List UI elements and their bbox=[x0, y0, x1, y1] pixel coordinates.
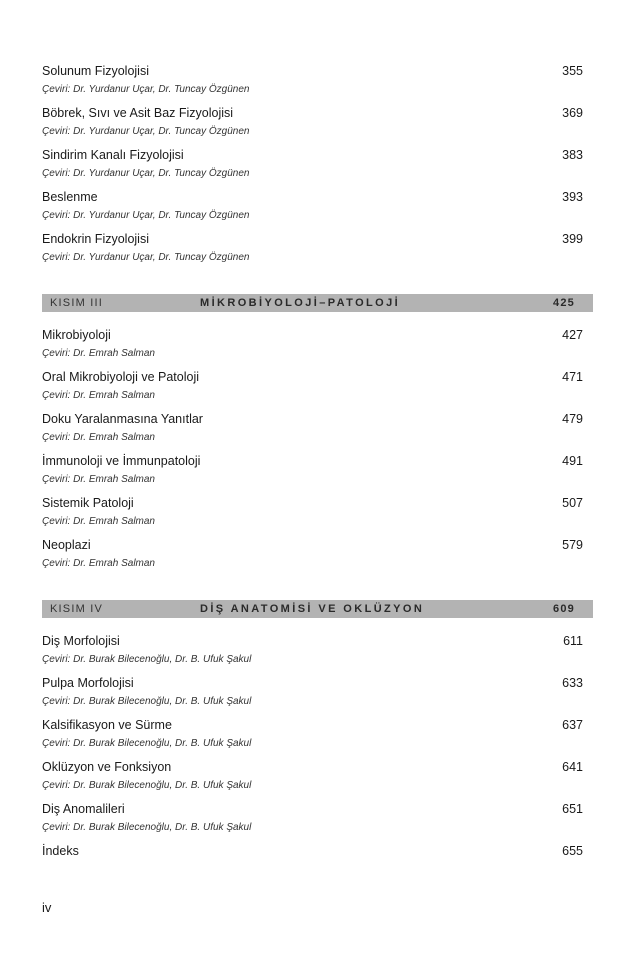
entry-title: İndeks bbox=[42, 844, 79, 858]
entry-title: Neoplazi bbox=[42, 538, 91, 552]
entry-page-number: 637 bbox=[562, 718, 583, 732]
entry-credit: Çeviri: Dr. Burak Bilecenoğlu, Dr. B. Ufuk Şakul bbox=[42, 696, 252, 707]
folio-page-number: iv bbox=[42, 900, 52, 915]
entry-title: Beslenme bbox=[42, 190, 98, 204]
entry-title: Diş Morfolojisi bbox=[42, 634, 120, 648]
part-label: KISIM III bbox=[50, 297, 103, 309]
entry-title: Sistemik Patoloji bbox=[42, 496, 134, 510]
toc-section bbox=[42, 294, 583, 578]
entry-credit: Çeviri: Dr. Burak Bilecenoğlu, Dr. B. Ufuk Şakul bbox=[42, 738, 252, 749]
toc-section bbox=[42, 62, 583, 272]
toc-entry[interactable] bbox=[42, 188, 583, 230]
entry-page-number: 633 bbox=[562, 676, 583, 690]
entry-credit: Çeviri: Dr. Yurdanur Uçar, Dr. Tuncay Özgünen bbox=[42, 84, 250, 95]
toc-entry[interactable] bbox=[42, 368, 583, 410]
toc-entry[interactable] bbox=[42, 842, 583, 884]
toc-entry[interactable] bbox=[42, 494, 583, 536]
entry-title: Oral Mikrobiyoloji ve Patoloji bbox=[42, 370, 200, 384]
entry-credit: Çeviri: Dr. Burak Bilecenoğlu, Dr. B. Ufuk Şakul bbox=[42, 822, 252, 833]
entry-page-number: 491 bbox=[562, 454, 583, 468]
entry-credit: Çeviri: Dr. Emrah Salman bbox=[42, 474, 155, 485]
entry-page-number: 579 bbox=[562, 538, 583, 552]
entry-title: Böbrek, Sıvı ve Asit Baz Fizyolojisi bbox=[42, 106, 234, 120]
entry-title: Endokrin Fizyolojisi bbox=[42, 232, 149, 246]
table-of-contents bbox=[42, 62, 583, 884]
entry-credit: Çeviri: Dr. Yurdanur Uçar, Dr. Tuncay Özgünen bbox=[42, 252, 250, 263]
entry-page-number: 611 bbox=[563, 634, 583, 648]
entry-title: Solunum Fizyolojisi bbox=[42, 64, 149, 78]
part-header[interactable] bbox=[42, 600, 593, 618]
toc-entry[interactable] bbox=[42, 632, 583, 674]
toc-entry[interactable] bbox=[42, 104, 583, 146]
entry-page-number: 355 bbox=[562, 64, 583, 78]
toc-entry[interactable] bbox=[42, 62, 583, 104]
entry-title: İmmunoloji ve İmmunpatoloji bbox=[42, 454, 201, 468]
entry-page-number: 641 bbox=[562, 760, 583, 774]
entry-credit: Çeviri: Dr. Burak Bilecenoğlu, Dr. B. Ufuk Şakul bbox=[42, 654, 252, 665]
entry-title: Pulpa Morfolojisi bbox=[42, 676, 134, 690]
entry-page-number: 399 bbox=[562, 232, 583, 246]
entry-title: Mikrobiyoloji bbox=[42, 328, 111, 342]
entry-credit: Çeviri: Dr. Burak Bilecenoğlu, Dr. B. Ufuk Şakul bbox=[42, 780, 252, 791]
part-label: KISIM IV bbox=[50, 603, 103, 615]
toc-entry[interactable] bbox=[42, 230, 583, 272]
toc-entry[interactable] bbox=[42, 410, 583, 452]
entry-credit: Çeviri: Dr. Yurdanur Uçar, Dr. Tuncay Özgünen bbox=[42, 126, 250, 137]
entry-page-number: 655 bbox=[562, 844, 583, 858]
entry-credit: Çeviri: Dr. Emrah Salman bbox=[42, 348, 155, 359]
entry-credit: Çeviri: Dr. Emrah Salman bbox=[42, 390, 155, 401]
entry-title: Sindirim Kanalı Fizyolojisi bbox=[42, 148, 184, 162]
entry-page-number: 427 bbox=[562, 328, 583, 342]
entry-credit: Çeviri: Dr. Yurdanur Uçar, Dr. Tuncay Özgünen bbox=[42, 210, 250, 221]
toc-entry[interactable] bbox=[42, 146, 583, 188]
toc-section bbox=[42, 600, 583, 884]
entry-page-number: 651 bbox=[562, 802, 583, 816]
entry-credit: Çeviri: Dr. Emrah Salman bbox=[42, 558, 155, 569]
toc-entry[interactable] bbox=[42, 674, 583, 716]
entry-title: Doku Yaralanmasına Yanıtlar bbox=[42, 412, 203, 426]
entry-credit: Çeviri: Dr. Yurdanur Uçar, Dr. Tuncay Özgünen bbox=[42, 168, 250, 179]
toc-entry[interactable] bbox=[42, 536, 583, 578]
part-page-number: 425 bbox=[553, 297, 575, 309]
entry-page-number: 393 bbox=[562, 190, 583, 204]
part-title: MİKROBİYOLOJİ–PATOLOJİ bbox=[200, 297, 401, 309]
toc-entry[interactable] bbox=[42, 326, 583, 368]
entry-page-number: 383 bbox=[562, 148, 583, 162]
entry-credit: Çeviri: Dr. Emrah Salman bbox=[42, 432, 155, 443]
toc-entry[interactable] bbox=[42, 758, 583, 800]
part-page-number: 609 bbox=[553, 603, 575, 615]
toc-entry[interactable] bbox=[42, 452, 583, 494]
entry-page-number: 507 bbox=[562, 496, 583, 510]
entry-credit: Çeviri: Dr. Emrah Salman bbox=[42, 516, 155, 527]
entry-page-number: 471 bbox=[562, 370, 583, 384]
toc-entry[interactable] bbox=[42, 716, 583, 758]
toc-entry[interactable] bbox=[42, 800, 583, 842]
entry-title: Diş Anomalileri bbox=[42, 802, 125, 816]
entry-title: Oklüzyon ve Fonksiyon bbox=[42, 760, 172, 774]
entry-page-number: 479 bbox=[562, 412, 583, 426]
entry-page-number: 369 bbox=[562, 106, 583, 120]
part-title: DİŞ ANATOMİSİ VE OKLÜZYON bbox=[200, 603, 425, 615]
entry-title: Kalsifikasyon ve Sürme bbox=[42, 718, 172, 732]
part-header[interactable] bbox=[42, 294, 593, 312]
